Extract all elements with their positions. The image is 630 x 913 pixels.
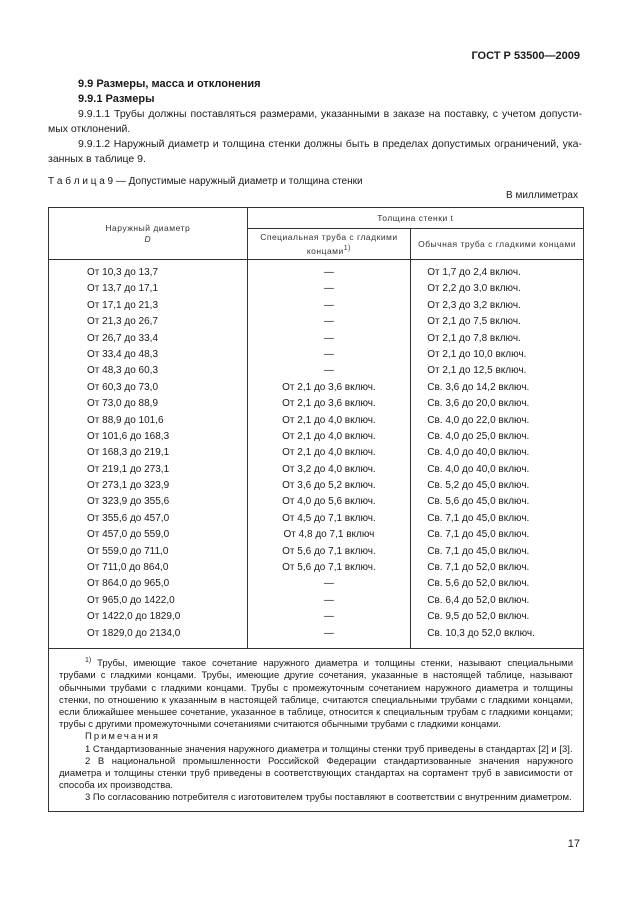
footnote-text: Трубы, имеющие такое сочетание наружного диаметра и толщины стенки, называют специальными трубами с гладкими концами. Трубы, имеющие другие сочетания, указанные в настоящей таблице, называют обычными трубами с гладкими концами. Трубы с промежуточным сочетанием наружного диаметра и толщины стенки, по отношению к указанным в настоящей таблице, считаются специальными трубами с гладкими концами, если ближайшее меньшее сочетание, указанное в таблице, относится к специальным трубам с гладкими концами; трубы с другими промежуточными сочетаниями считаются обычными трубами с гладкими концами.: [59, 658, 573, 731]
section-heading: 9.9 Размеры, масса и отклонения: [78, 78, 261, 90]
special-wall-cell: —: [323, 365, 334, 377]
special-wall-cell: —: [323, 267, 334, 278]
ordinary-column: [411, 260, 584, 649]
diameter-cell: От 88,9 до 101,6: [87, 414, 164, 426]
col-header-special-label: Специальная труба с гладкими концами: [260, 231, 398, 256]
ordinary-wall-cell: Св. 4,0 до 40,0 включ.: [427, 463, 530, 475]
table-caption: Т а б л и ц а 9 — Допустимые наружный диаметр и толщина стенки: [48, 176, 363, 187]
special-wall-cell: От 2,1 до 4,0 включ.: [282, 430, 376, 442]
standard-designation: ГОСТ Р 53500—2009: [471, 50, 580, 62]
ordinary-wall-cell: От 2,1 до 7,5 включ.: [427, 316, 521, 328]
col-header-diameter: [49, 208, 248, 260]
special-wall-cell: От 5,6 до 7,1 включ.: [282, 562, 376, 574]
special-wall-cell: —: [323, 299, 334, 311]
page-number: 17: [567, 838, 580, 850]
subsection-heading: 9.9.1 Размеры: [78, 93, 155, 105]
ordinary-wall-cell: Св. 5,6 до 45,0 включ.: [427, 496, 530, 508]
special-wall-cell: —: [323, 578, 334, 590]
col-header-special-sup: 1): [343, 244, 352, 252]
special-wall-cell: От 2,1 до 4,0 включ.: [282, 447, 376, 459]
ordinary-wall-cell: Св. 4,0 до 25,0 включ.: [427, 430, 530, 442]
special-wall-cell: От 5,6 до 7,1 включ.: [282, 545, 376, 557]
special-wall-cell: —: [323, 316, 334, 328]
paragraph-9-9-1-2: 9.9.1.2 Наружный диаметр и толщина стенки должны быть в пределах допустимых ограничений, ука-занных в таблице 9.: [48, 138, 582, 165]
ordinary-wall-cell: От 1,7 до 2,4 включ.: [427, 267, 521, 278]
diameter-cell: От 1829,0 до 2134,0: [87, 627, 181, 639]
diameter-cell: От 355,6 до 457,0: [87, 512, 170, 524]
ordinary-wall-cell: От 2,1 до 10,0 включ.: [427, 348, 527, 360]
diameter-cell: От 711,0 до 864,0: [87, 562, 169, 574]
ordinary-wall-cell: Св. 5,6 до 52,0 включ.: [427, 578, 530, 590]
special-wall-cell: От 2,1 до 3,6 включ.: [282, 381, 376, 393]
ordinary-wall-cell: От 2,3 до 3,2 включ.: [427, 299, 521, 311]
diameter-cell: От 60,3 до 73,0: [87, 381, 159, 393]
diameter-cell: От 323,9 до 355,6: [87, 496, 170, 508]
diameter-cell: От 73,0 до 88,9: [87, 398, 159, 410]
col-header-ordinary: Обычная труба с гладкими концами: [411, 229, 584, 260]
special-wall-cell: От 4,5 до 7,1 включ.: [282, 512, 376, 524]
special-wall-cell: От 2,1 до 3,6 включ.: [282, 398, 376, 410]
diameter-cell: От 168,3 до 219,1: [87, 447, 170, 459]
special-wall-cell: —: [323, 348, 334, 360]
diameter-cell: От 273,1 до 323,9: [87, 480, 170, 492]
table-notes: [49, 648, 584, 811]
special-wall-cell: От 4,0 до 5,6 включ.: [282, 496, 376, 508]
special-wall-cell: —: [323, 611, 334, 623]
footnote-marker: 1): [85, 656, 92, 664]
ordinary-wall-cell: Св. 7,1 до 52,0 включ.: [427, 562, 530, 574]
diameter-column: [49, 260, 248, 649]
diameter-cell: От 10,3 до 13,7: [87, 267, 159, 278]
diameter-cell: От 1422,0 до 1829,0: [87, 611, 181, 623]
diameter-cell: От 17,1 до 21,3: [87, 299, 159, 311]
ordinary-wall-cell: Св. 10,3 до 52,0 включ.: [427, 627, 535, 639]
note-3: 3 По согласованию потребителя с изготовителем трубы поставляют в соответствии с внутренним диаметром.: [85, 792, 572, 804]
ordinary-wall-cell: Св. 3,6 до 20,0 включ.: [427, 398, 530, 410]
ordinary-wall-cell: От 2,1 до 7,8 включ.: [427, 332, 521, 344]
paragraph-9-9-1-1: 9.9.1.1 Трубы должны поставляться размерами, указанными в заказе на поставку, с учетом допусти-мых отклонений.: [48, 108, 582, 135]
dimensions-table: [48, 207, 584, 812]
diameter-cell: От 965,0 до 1422,0: [87, 594, 175, 606]
note-2: 2 В национальной промышленности Российской Федерации стандартизованные значения наружного диаметра и толщины стенки труб приведены в соответствующих стандартах на сортамент труб в зависимости от способа их производства.: [59, 755, 573, 792]
notes-title: Примечания: [85, 731, 160, 743]
ordinary-wall-cell: Св. 7,1 до 45,0 включ.: [427, 529, 530, 541]
diameter-cell: От 33,4 до 48,3: [87, 348, 159, 360]
special-wall-cell: От 3,2 до 4,0 включ.: [282, 463, 376, 475]
special-wall-cell: —: [323, 594, 334, 606]
diameter-cell: От 219,1 до 273,1: [87, 463, 170, 475]
special-wall-cell: От 3,6 до 5,2 включ.: [282, 480, 376, 492]
ordinary-wall-cell: От 2,1 до 12,5 включ.: [427, 365, 527, 377]
special-wall-cell: От 2,1 до 4,0 включ.: [282, 414, 376, 426]
diameter-cell: От 559,0 до 711,0: [87, 545, 169, 557]
ordinary-wall-cell: Св. 6,4 до 52,0 включ.: [427, 594, 530, 606]
ordinary-wall-cell: Св. 4,0 до 40,0 включ.: [427, 447, 530, 459]
diameter-cell: От 13,7 до 17,1: [87, 283, 159, 295]
ordinary-wall-cell: Св. 3,6 до 14,2 включ.: [427, 381, 530, 393]
ordinary-wall-cell: Св. 4,0 до 22,0 включ.: [427, 414, 530, 426]
footnote: [59, 655, 573, 731]
diameter-cell: От 101,6 до 168,3: [87, 430, 170, 442]
special-column: [247, 260, 411, 649]
ordinary-wall-cell: Св. 5,2 до 45,0 включ.: [427, 480, 530, 492]
diameter-cell: От 21,3 до 26,7: [87, 316, 159, 328]
diameter-cell: От 864,0 до 965,0: [87, 578, 170, 590]
col-header-special: [247, 229, 411, 260]
special-wall-cell: —: [323, 627, 334, 639]
special-wall-cell: От 4,8 до 7,1 включ: [283, 529, 375, 541]
ordinary-wall-cell: Св. 7,1 до 45,0 включ.: [427, 545, 530, 557]
diameter-cell: От 26,7 до 33,4: [87, 332, 159, 344]
col-header-wall: Толщина стенки t: [247, 208, 583, 229]
ordinary-wall-cell: От 2,2 до 3,0 включ.: [427, 283, 521, 295]
ordinary-wall-cell: Св. 7,1 до 45,0 включ.: [427, 512, 530, 524]
col-header-diameter-label: Наружный диаметр: [105, 222, 191, 233]
col-header-diameter-var: D: [144, 233, 152, 244]
special-wall-cell: —: [323, 283, 334, 295]
table-units: В миллиметрах: [506, 190, 578, 201]
note-1: 1 Стандартизованные значения наружного диаметра и толщины стенки труб приведены в стандартах [2] и [3].: [85, 743, 573, 755]
diameter-cell: От 457,0 до 559,0: [87, 529, 170, 541]
ordinary-wall-cell: Св. 9,5 до 52,0 включ.: [427, 611, 530, 623]
page-content: [48, 77, 582, 812]
special-wall-cell: —: [323, 332, 334, 344]
diameter-cell: От 48,3 до 60,3: [87, 365, 159, 377]
